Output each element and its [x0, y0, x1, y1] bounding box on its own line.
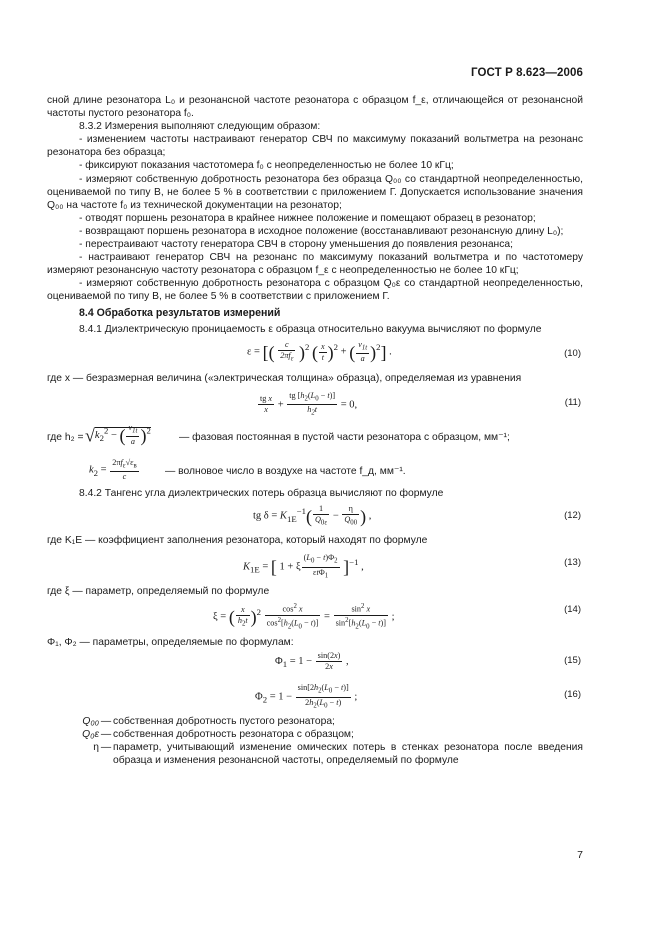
equation-16 — [47, 679, 583, 715]
legend-text: собственная добротность пустого резонатора; — [113, 716, 335, 728]
equation-number: (10) — [564, 347, 581, 359]
symbol-legend — [47, 715, 583, 767]
subsection-8-3-2-intro: 8.3.2 Измерения выполняют следующим образом: — [79, 121, 321, 133]
h2-formula: $√k_2^2$ − ( $\frac{\nu_{1t}}{a}$ )$^2$ — [85, 422, 151, 447]
equation-11 — [47, 385, 583, 421]
section-8-4-title: 8.4 Обработка результатов измерений — [79, 306, 281, 319]
k2-description: — волновое число в воздухе на частоте f_д, мм⁻¹. — [165, 465, 406, 477]
legend-symbol: η — [93, 742, 99, 754]
equation-number: (14) — [564, 604, 581, 616]
equation-15 — [47, 649, 583, 679]
list-item: - возвращают поршень резонатора в исходное положение (восстанавливают резонансную длину L₀); — [79, 225, 564, 237]
equation-15-formula: $\Phi_1 = 1$ − $\frac{\sin(2x)}{2x}$ , — [275, 651, 349, 672]
list-item: - фиксируют показания частотомера f₀ с неопределенностью не более 10 кГц; — [79, 160, 454, 172]
k2-formula: $k_2$ = $\frac{2\pi f_\varepsilon√\varepsilon_в}{c}$ — [89, 457, 137, 482]
list-item: - измеряют собственную добротность резонатора с образцом Q₀ε со стандартной неопределенностью, оцениваемой по типу В, не более 5 % в соответствии с приложением Г. — [47, 278, 583, 303]
subsection-8-4-2-intro: 8.4.2 Тангенс угла диэлектрических потерь образца вычисляют по формуле — [79, 487, 444, 499]
h2-description: — фазовая постоянная в пустой части резонатора с образцом, мм⁻¹; — [179, 431, 510, 443]
equation-13-formula: $K_{1E}$ = [ 1 + ξ $\frac{(L_0 - t)\Phi_2}{\varepsilon t\Phi_1}$ ]$^{-1}$ , — [243, 552, 364, 580]
legend-row: Q₀ε — собственная добротность резонатора с образцом; — [47, 728, 583, 741]
phi-parameters-intro: Φ₁, Φ₂ — параметры, определяемые по формулам: — [47, 637, 294, 649]
equation-number: (15) — [564, 655, 581, 667]
document-body — [47, 94, 583, 768]
h2-prefix: где h₂ = — [47, 431, 84, 443]
where-xi-definition: где ξ — параметр, определяемый по формуле — [47, 585, 270, 597]
equation-10 — [47, 336, 583, 372]
equation-10-formula: ε = [( $\frac{c}{2\pi f_\varepsilon}$ )$^2$ ( $\frac{x}{t}$ )$^2$ + ( $\frac{\nu_{1t}}{a}$ )$^2$] . — [247, 339, 392, 364]
k2-definition — [47, 455, 583, 487]
list-item: - перестраивают частоту генератора СВЧ в сторону уменьшения до появления резонанса; — [79, 239, 513, 251]
legend-row: η — параметр, учитывающий изменение омических потерь в стенках резонатора после введения образца и изменения резонансной частоты, определяемый по формуле — [47, 741, 583, 767]
equation-14 — [47, 598, 583, 636]
list-item: - настраивают генератор СВЧ на резонанс по максимуму показаний вольтметра и по частотомеру измеряют резонансную частоту резонатора с образцом f_ε с неопределенностью не более 10 кГц; — [47, 252, 583, 277]
list-item: - отводят поршень резонатора в крайнее нижнее положение и помещают образец в резонатор; — [79, 212, 536, 224]
h2-definition — [47, 421, 583, 455]
where-k1e-definition: где K₁E — коэффициент заполнения резонатора, который находят по формуле — [47, 534, 428, 546]
equation-10-lhs: ε = — [247, 346, 260, 358]
legend-symbol: Q₀ε — [82, 729, 99, 741]
equation-11-formula: $\frac{\text{tg x}}{x}$ + $\frac{tg [h_2(L_0 - t)]}{h_2t}$ = 0, — [260, 390, 358, 418]
page-number: 7 — [577, 849, 583, 861]
legend-text: собственная добротность резонатора с образцом; — [113, 729, 354, 741]
equation-number: (13) — [564, 556, 581, 568]
equation-number: (12) — [564, 509, 581, 521]
equation-number: (16) — [564, 689, 581, 701]
where-x-definition: где x — безразмерная величина («электрическая толщина» образца), определяемая из уравнения — [47, 372, 522, 384]
standard-code-header: ГОСТ Р 8.623—2006 — [471, 67, 583, 79]
equation-13 — [47, 547, 583, 585]
legend-symbol: Q₀₀ — [82, 716, 99, 728]
legend-row: Q₀₀ — собственная добротность пустого резонатора; — [47, 715, 583, 728]
list-item: - изменением частоты настраивают генератор СВЧ по максимуму показаний вольтметра на резонанс резонатора без образца; — [47, 134, 583, 159]
list-item: - измеряют собственную добротность резонатора без образца Q₀₀ со стандартной неопределенностью, оцениваемой по типу В, не более 5 % в соответствии с приложением Г. Допускается использование значения Q₀₀ на частоте f₀ из технической документации на резонатор; — [47, 173, 583, 211]
legend-text: параметр, учитывающий изменение омических потерь в стенках резонатора после введения образца и изменения резонансной частоты, определяемый по формуле — [113, 742, 583, 767]
equation-number: (11) — [564, 396, 581, 408]
equation-14-formula: ξ = ( $\frac{x}{h_2t}$ )$^2$ $\frac{\cos^2 x}{\cos^2[h_2(L_0 - t)]}$ = $\frac{\sin^2 x}{\sin^2[h_2(L_0 - t)]}$ ; — [213, 603, 395, 631]
equation-12 — [47, 500, 583, 534]
subsection-8-4-1-intro: 8.4.1 Диэлектрическую проницаемость ε образца относительно вакуума вычисляют по формуле — [79, 323, 542, 335]
equation-16-formula: $\Phi_2 = 1$ − $\frac{\sin[2h_2(L_0 - t)]}{2h_2(L_0 - t)}$ ; — [255, 683, 358, 710]
paragraph-continuation: сной длине резонатора L₀ и резонансной частоте резонатора с образцом f_ε, отличающейся от резонансной частоты пустого резонатора f₀. — [47, 95, 583, 120]
equation-12-formula: tg $\delta = K_{1E}^{-1}$( $\frac{1}{Q_{0\varepsilon}}$ − $\frac{\eta}{Q_{00}}$ ) , — [253, 503, 372, 527]
measurement-steps-list — [47, 133, 583, 303]
